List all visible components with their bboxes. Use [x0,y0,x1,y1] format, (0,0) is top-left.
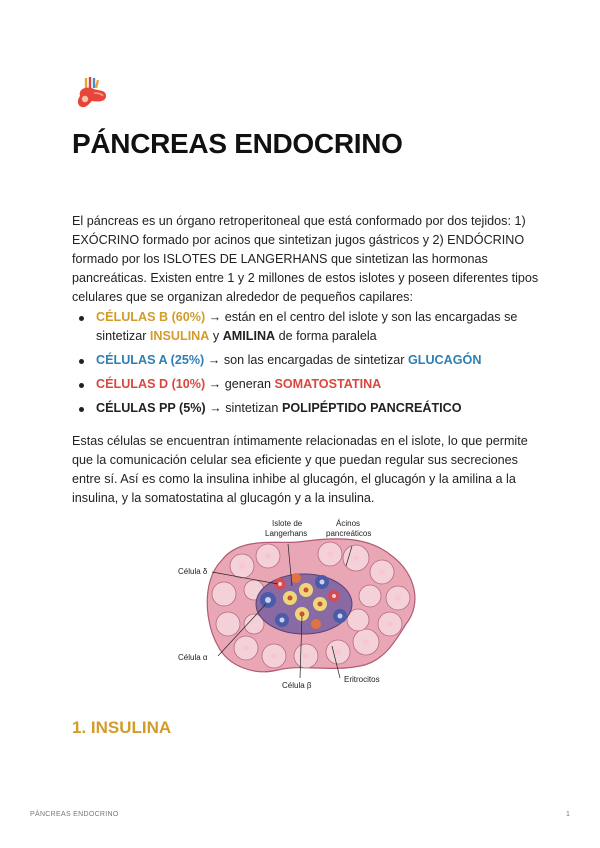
relationship-paragraph: Estas células se encuentran íntimamente relacionadas en el islote, lo que permite que la comunicación celular sea eficiente y que puedan regular sus secreciones entre sí. Así es como la insulina inhibe al glucagón, el glucagón y la amilina a la insulina, y la somatostatina al glucagón y a la insulina. [72,434,528,505]
celulas-d-text: → generan [205,377,275,391]
celulas-a-text: → son las encargadas de sintetizar [204,353,408,367]
label-eritrocitos: Eritrocitos [344,675,380,684]
celulas-b-label: CÉLULAS B (60%) [96,310,206,324]
list-item-celulas-b [72,308,542,346]
label-islote-2: Langerhans [265,529,308,538]
celulas-b-text: → están en el centro del islote y son las encargadas se sintetizar [96,310,518,343]
label-islote: Islote de [272,519,303,528]
label-acinos: Ácinos [336,519,361,528]
amilina-bold: AMILINA [222,329,276,343]
bullet-dot [79,316,84,321]
label-celula-alpha: Célula α [178,653,208,662]
label-celula-beta: Célula β [282,681,312,690]
islet-illustration [170,516,430,700]
celulas-pp-text: → sintetizan [205,401,282,415]
footer-page-number: 1 [566,811,570,818]
page-title: PÁNCREAS ENDOCRINO [72,128,403,159]
bullet-dot [79,359,84,364]
celulas-a-label: CÉLULAS A (25%) [96,353,205,367]
list-item-celulas-a [72,351,542,370]
label-celula-delta: Célula δ [178,567,208,576]
celulas-b-text-3: de forma paralela [275,329,377,343]
list-item-celulas-d [72,375,542,394]
celulas-b-text-2: y [209,329,223,343]
pancreas-icon [72,74,112,114]
glucagon-highlight: GLUCAGÓN [407,353,482,367]
list-item-celulas-pp [72,399,542,418]
bullet-dot [79,407,84,412]
polipeptido-bold: POLIPÉPTIDO PANCREÁTICO [281,401,462,415]
section-heading-insulina: 1. INSULINA [72,718,172,737]
celulas-d-label: CÉLULAS D (10%) [96,377,206,391]
bullet-dot [79,383,84,388]
intro-paragraph: El páncreas es un órgano retroperitoneal que está conformado por dos tejidos: 1) EXÓCRINO formado por acinos que sintetizan jugos gástricos y 2) ENDÓCRINO formado por los ISLOTES DE LANGERHANS que sintetizan las hormonas pancreáticas. Existen entre 1 y 2 millones de estos islotes y poseen diferentes tipos celulares que se organizan alrededor de pequeños capilares: [72,214,539,304]
islet-of-langerhans [256,573,352,634]
footer-title: PÁNCREAS ENDOCRINO [30,811,119,818]
cell-types-list [72,308,542,423]
label-acinos-2: pancreáticos [326,529,372,538]
celulas-pp-label: CÉLULAS PP (5%) [96,401,206,415]
insulina-highlight: INSULINA [149,329,210,343]
somatostatina-highlight: SOMATOSTATINA [274,377,382,391]
